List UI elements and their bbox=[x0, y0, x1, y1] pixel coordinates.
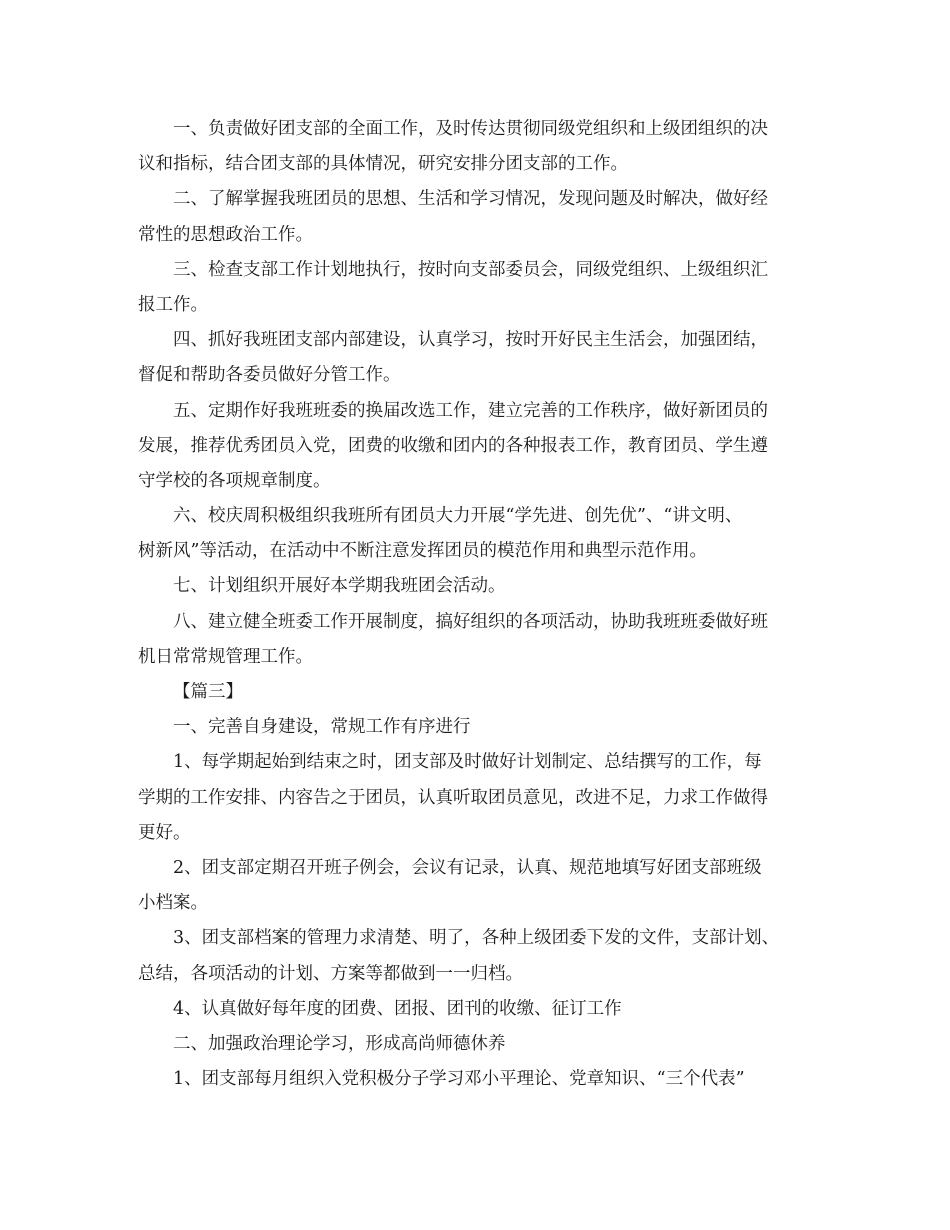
text-line: 六、校庆周积极组织我班所有团员大力开展“学先进、创先优”、“讲文明、 bbox=[173, 506, 743, 527]
text-line: 督促和帮助各委员做好分管工作。 bbox=[138, 365, 401, 386]
text-line: 2、团支部定期召开班子例会，会议有记录，认真、规范地填写好团支部班级 bbox=[173, 857, 762, 878]
text-line: 发展，推荐优秀团员入党，团费的收缴和团内的各种报表工作，教育团员、学生遵 bbox=[138, 435, 768, 456]
text-line: 守学校的各项规章制度。 bbox=[138, 470, 331, 491]
text-line: 一、负责做好团支部的全面工作，及时传达贯彻同级党组织和上级团组织的决 bbox=[173, 119, 768, 139]
text-line: 二、了解掌握我班团员的思想、生活和学习情况，发现问题及时解决，做好经 bbox=[173, 189, 768, 210]
text-line: 四、抓好我班团支部内部建设，认真学习，按时开好民主生活会，加强团结， bbox=[173, 330, 768, 351]
document-body bbox=[138, 112, 828, 1097]
text-line: 总结，各项活动的计划、方案等都做到一一归档。 bbox=[138, 963, 523, 984]
text-line: 树新风”等活动，在活动中不断注意发挥团员的模范作用和典型示范作用。 bbox=[138, 541, 707, 562]
text-line: 八、建立健全班委工作开展制度，搞好组织的各项活动，协助我班班委做好班 bbox=[173, 611, 768, 632]
text-line: 小档案。 bbox=[138, 893, 208, 914]
text-line: 议和指标，结合团支部的具体情况，研究安排分团支部的工作。 bbox=[138, 154, 628, 175]
text-line: 一、完善自身建设，常规工作有序进行 bbox=[173, 717, 471, 738]
text-line: 【篇三】 bbox=[173, 682, 243, 702]
text-line: 1、每学期起始到结束之时，团支部及时做好计划制定、总结撰写的工作，每 bbox=[173, 752, 762, 773]
text-line: 4、认真做好每年度的团费、团报、团刊的收缴、征订工作 bbox=[173, 998, 622, 1019]
text-line: 3、团支部档案的管理力求清楚、明了，各种上级团委下发的文件，支部计划、 bbox=[173, 928, 780, 949]
text-line: 二、加强政治理论学习，形成高尚师德休养 bbox=[173, 1033, 506, 1054]
text-line: 1、团支部每月组织入党积极分子学习邓小平理论、党章知识、“三个代表” bbox=[173, 1069, 745, 1090]
text-line: 机日常常规管理工作。 bbox=[138, 646, 313, 667]
text-line: 常性的思想政治工作。 bbox=[138, 224, 313, 245]
text-line: 更好。 bbox=[138, 822, 191, 843]
text-line: 七、计划组织开展好本学期我班团会活动。 bbox=[173, 576, 506, 597]
text-line: 五、定期作好我班班委的换届改选工作，建立完善的工作秩序，做好新团员的 bbox=[173, 400, 768, 421]
text-line: 三、检查支部工作计划地执行，按时向支部委员会，同级党组织、上级组织汇 bbox=[173, 259, 768, 280]
text-line: 学期的工作安排、内容告之于团员，认真听取团员意见，改进不足，力求工作做得 bbox=[138, 787, 768, 808]
text-line: 报工作。 bbox=[138, 294, 208, 315]
